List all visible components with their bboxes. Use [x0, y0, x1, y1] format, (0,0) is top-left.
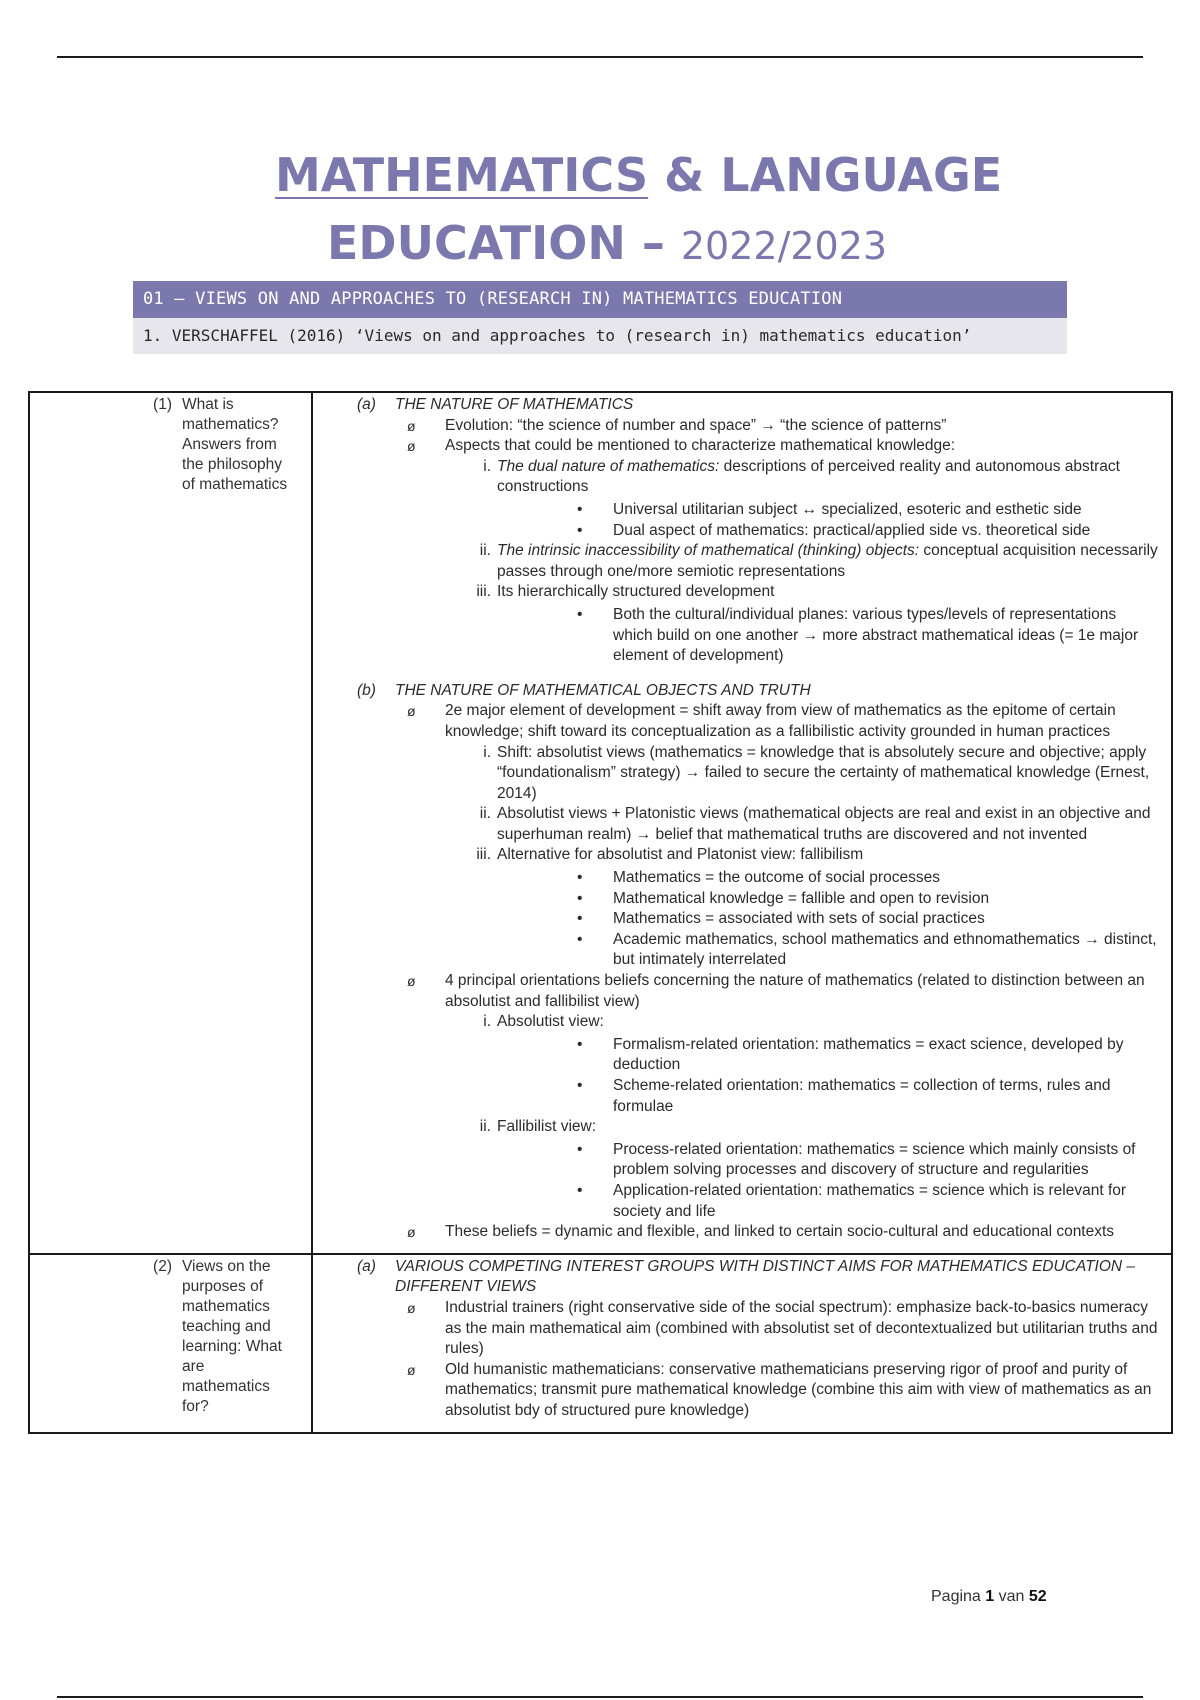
sub-bullet: [313, 868, 1159, 889]
item-numeral: ii.: [479, 1118, 491, 1136]
sub-bullet-marker: •: [577, 889, 583, 907]
title-dash: –: [625, 216, 681, 270]
bullet-point-marker: ø: [407, 973, 416, 990]
question-cell: [30, 393, 313, 1253]
item-text: conceptual acquisition necessarily passes through one/more semiotic representations: [497, 542, 1158, 580]
item-numeral: ii.: [479, 542, 491, 560]
item-numeral: ii.: [479, 805, 491, 823]
title-year: 2022/2023: [680, 224, 888, 268]
section-label: (a): [357, 396, 376, 413]
bullet-point-marker: ø: [407, 1224, 416, 1241]
table-row: [30, 393, 1171, 1253]
bullet-point: [313, 436, 1159, 457]
section-label: (b): [357, 681, 376, 699]
title-line2-text: EDUCATION: [327, 216, 626, 270]
question-number: (1): [153, 396, 172, 413]
chapter-banner: 01 – VIEWS ON AND APPROACHES TO (RESEARCH IN) MATHEMATICS EDUCATION: [133, 281, 1067, 318]
sub-bullet: [313, 521, 1159, 542]
table-row: [30, 1253, 1171, 1432]
bullet-text: Industrial trainers (right conservative side of the social spectrum): emphasize back-to-basics numeracy as the main mathematical aim (combined with absolutist set of decontextualized but utilitarian truths and rules): [445, 1298, 1158, 1358]
question-text: Views on the purposes of mathematics teaching and learning: What are mathematics for?: [182, 1257, 282, 1415]
sub-bullet-text: Process-related orientation: mathematics = science which mainly consists of problem solving processes and discovery of structure and regularities: [613, 1140, 1136, 1179]
sub-bullet-marker: •: [577, 521, 583, 539]
section-heading: [313, 681, 1159, 702]
item-text: descriptions of perceived reality and autonomous abstract constructions: [497, 457, 1120, 496]
section-title: VARIOUS COMPETING INTEREST GROUPS WITH DISTINCT AIMS FOR MATHEMATICS EDUCATION – DIFFERENT VIEWS: [395, 1257, 1136, 1296]
bullet-point-marker: ø: [407, 417, 416, 434]
numbered-item: [313, 743, 1159, 805]
bullet-text: Evolution: “the science of number and space” → “the science of patterns”: [445, 416, 947, 434]
footer-middle: van: [994, 1588, 1029, 1605]
bullet-point-marker: ø: [407, 1361, 416, 1378]
sub-bullet-marker: •: [577, 869, 583, 887]
footer-page-number: 1: [985, 1588, 995, 1605]
sub-bullet-text: Mathematics = the outcome of social processes: [613, 869, 940, 887]
item-numeral: i.: [483, 1013, 491, 1031]
sub-bullet-marker: •: [577, 910, 583, 928]
item-numeral: iii.: [476, 583, 491, 601]
section-title: THE NATURE OF MATHEMATICAL OBJECTS AND TRUTH: [395, 681, 811, 699]
footer-page-total: 52: [1028, 1588, 1047, 1605]
section-label: (a): [357, 1257, 376, 1275]
sub-bullet-marker: •: [577, 1035, 583, 1053]
source-banner: 1. VERSCHAFFEL (2016) ‘Views on and approaches to (research in) mathematics education’: [133, 318, 1067, 354]
sub-bullet: [313, 1140, 1159, 1181]
notes-table: [28, 391, 1173, 1434]
question-text: What is mathematics? Answers from the philosophy of mathematics: [182, 396, 288, 493]
numbered-item: [313, 804, 1159, 845]
title-underlined-word: MATHEMATICS: [275, 148, 649, 202]
sub-bullet-marker: •: [577, 1140, 583, 1158]
bullet-text: Old humanistic mathematicians: conservative mathematicians preserving rigor of proof and purity of mathematics; transmit pure mathematical knowledge (combine this aim with view of mathematics as an absolutist bdy of structured pure knowledge): [445, 1360, 1152, 1419]
sub-bullet: [313, 930, 1159, 971]
item-text: Fallibilist view:: [497, 1118, 597, 1136]
sub-bullet-marker: •: [577, 605, 583, 623]
numbered-item: [313, 845, 1159, 866]
bullet-point: [313, 1360, 1159, 1422]
bullet-point: [313, 416, 1159, 437]
answer-cell: [313, 393, 1171, 1253]
bullet-text: These beliefs = dynamic and flexible, and linked to certain socio-cultural and educational contexts: [445, 1223, 1115, 1241]
page-footer: [931, 1588, 1047, 1606]
footer-prefix: Pagina: [931, 1588, 986, 1605]
top-rule: [57, 56, 1143, 58]
sub-bullet-marker: •: [577, 1181, 583, 1199]
sub-bullet: [313, 500, 1159, 521]
section-heading: [313, 395, 1159, 416]
item-text: Alternative for absolutist and Platonist view: fallibilism: [497, 846, 864, 864]
item-numeral: i.: [483, 457, 491, 475]
bullet-point: [313, 701, 1159, 742]
bullet-text: 4 principal orientations beliefs concerning the nature of mathematics (related to distinction between an absolutist and fallibilist view): [445, 972, 1145, 1010]
sub-bullet: [313, 909, 1159, 930]
sub-bullet-text: Universal utilitarian subject ↔ specialized, esoteric and esthetic side: [613, 500, 1082, 518]
sub-bullet-text: Mathematical knowledge = fallible and open to revision: [613, 889, 990, 907]
section-heading: [313, 1257, 1159, 1298]
item-text: Absolutist view:: [497, 1013, 604, 1031]
document-title-line2: [143, 216, 888, 270]
bullet-point: [313, 1298, 1159, 1360]
bottom-rule: [57, 1696, 1143, 1698]
sub-bullet: [313, 1035, 1159, 1076]
sub-bullet-marker: •: [577, 930, 583, 948]
item-numeral: iii.: [476, 846, 491, 864]
sub-bullet-marker: •: [577, 500, 583, 518]
bullet-point-marker: ø: [407, 703, 416, 720]
title-rest: & LANGUAGE: [648, 148, 1003, 202]
sub-bullet-text: Mathematics = associated with sets of social practices: [613, 910, 985, 928]
question-cell: [30, 1255, 313, 1432]
numbered-item: [313, 1117, 1159, 1138]
question-number: (2): [153, 1257, 172, 1275]
numbered-item: [313, 457, 1159, 498]
sub-bullet-marker: •: [577, 1077, 583, 1094]
sub-bullet-text: Academic mathematics, school mathematics and ethnomathematics → distinct, but intimately interrelated: [613, 930, 1157, 969]
section-title: THE NATURE OF MATHEMATICS: [395, 396, 634, 413]
sub-bullet-text: Dual aspect of mathematics: practical/applied side vs. theoretical side: [613, 521, 1091, 539]
document-title-line1: [143, 148, 1003, 202]
item-text: Absolutist views + Platonistic views (mathematical objects are real and exist in an objective and superhuman realm) → belief that mathematical truths are discovered and not invented: [497, 805, 1151, 843]
bullet-point-marker: ø: [407, 1299, 416, 1316]
item-numeral: i.: [483, 743, 491, 761]
sub-bullet: [313, 1076, 1159, 1117]
numbered-item: [313, 582, 1159, 603]
sub-bullet: [313, 605, 1159, 667]
sub-bullet-text: Both the cultural/individual planes: various types/levels of representations which build on one another → more abstract mathematical ideas (= 1e major element of development): [613, 605, 1139, 665]
numbered-item: [313, 1012, 1159, 1033]
item-text: Its hierarchically structured development: [497, 583, 775, 601]
bullet-point: [313, 971, 1159, 1012]
answer-cell: [313, 1255, 1171, 1432]
item-emphasis: The intrinsic inaccessibility of mathematical (thinking) objects:: [497, 542, 920, 560]
bullet-point: [313, 1222, 1159, 1243]
item-text: Shift: absolutist views (mathematics = knowledge that is absolutely secure and objective; apply “foundationalism” strategy) → failed to secure the certainty of mathematical knowledge (Ernest, 2014): [497, 743, 1150, 802]
numbered-item: [313, 541, 1159, 582]
sub-bullet-text: Application-related orientation: mathematics = science which is relevant for society and life: [613, 1181, 1127, 1220]
bullet-point-marker: ø: [407, 438, 416, 455]
item-emphasis: The dual nature of mathematics:: [497, 457, 720, 475]
sub-bullet: [313, 1181, 1159, 1222]
bullet-text: Aspects that could be mentioned to characterize mathematical knowledge:: [445, 437, 956, 455]
sub-bullet: [313, 889, 1159, 910]
sub-bullet-text: Scheme-related orientation: mathematics = collection of terms, rules and formulae: [613, 1077, 1111, 1115]
bullet-text: 2e major element of development = shift away from view of mathematics as the epitome of certain knowledge; shift toward its conceptualization as a fallibilistic activity grounded in human practices: [445, 702, 1116, 740]
sub-bullet-text: Formalism-related orientation: mathematics = exact science, developed by deduction: [613, 1035, 1124, 1074]
